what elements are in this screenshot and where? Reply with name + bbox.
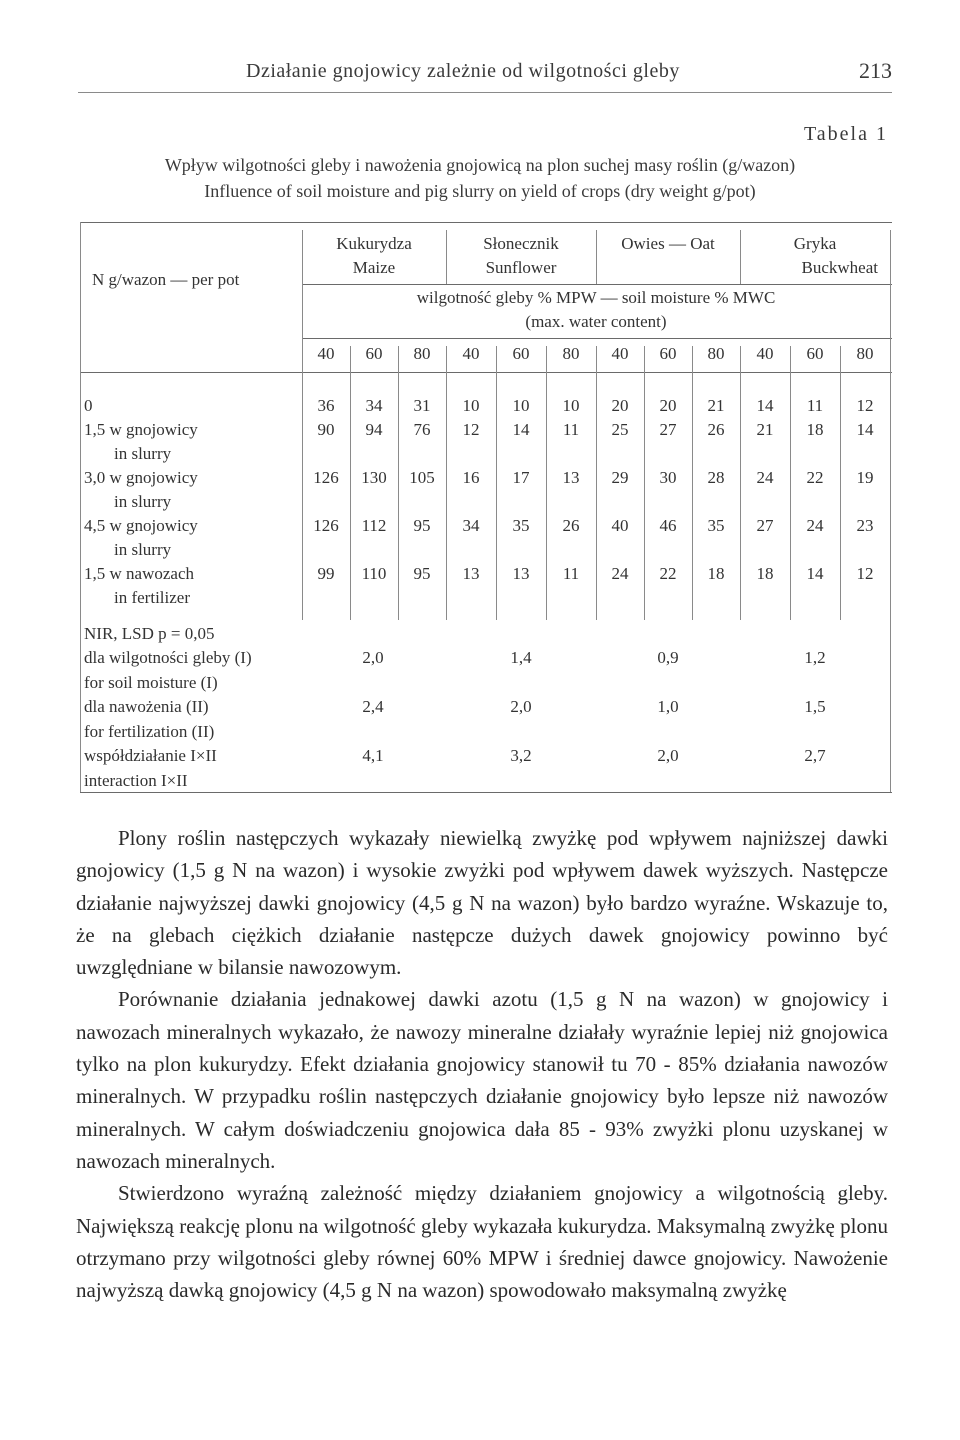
lsd-value: 2,0 [362,648,384,667]
lsd-value: 4,1 [362,746,384,765]
page-number: 213 [859,58,892,83]
stub-header: N g/wazon — per pot [92,270,240,289]
table-cell: 26 [562,516,580,535]
moisture-level: 40 [462,344,480,363]
table-cell: 25 [611,420,629,439]
moisture-level: 80 [562,344,580,363]
lsd-value: 3,2 [510,746,532,765]
moisture-level: 60 [806,344,824,363]
table-cell: 40 [611,516,629,535]
table-cell: 105 [409,468,435,487]
moisture-header: wilgotność gleby % MPW — soil moisture % MWC [416,288,776,307]
table-cell: 31 [413,396,431,415]
table-caption-pl: Wpływ wilgotności gleby i nawożenia gnojowicą na plon suchej masy roślin (g/wazon) [164,155,796,175]
table-cell: 13 [512,564,530,583]
table-cell: 13 [562,468,580,487]
table-cell: 14 [756,396,774,415]
table-cell: 95 [413,564,431,583]
table-cell: 112 [361,516,387,535]
crop-header-buckwheat-pl: Gryka [793,234,837,253]
data-table [80,222,892,794]
crop-header-sunflower-en: Sunflower [485,258,557,277]
table-cell: 12 [856,564,874,583]
table-label: Tabela 1 [803,123,888,145]
table-cell: 24 [611,564,629,583]
table-top-rule [80,222,892,223]
lsd-label-interaction: współdziałanie I×II interaction I×II [84,746,217,790]
table-cell: 19 [856,468,874,487]
table-cell: 34 [365,396,383,415]
moisture-level: 40 [611,344,629,363]
body-text [76,822,888,1306]
table-cell: 18 [707,564,725,583]
crop-header-maize-pl: Kukurydza [336,234,412,253]
table-cell: 95 [413,516,431,535]
table-cell: 21 [756,420,774,439]
paragraph: Stwierdzono wyraźną zależność między działaniem gnojowicy a wilgotnością gleby. Największą reakcję plonu na wilgotność gleby wykazała kukurydza. Maksymalną zwyżkę plonu otrzymano przy wilgotności gleby równej 60% MPW i średniej dawce gnojowicy. Nawożenie najwyższą dawką gnojowicy (4,5 g N na wazon) spowodowało maksymalną zwyżkę [76,1181,888,1303]
table-cell: 130 [361,468,387,487]
table-cell: 17 [512,468,530,487]
table-cell: 10 [512,396,530,415]
table-cell: 20 [611,396,629,415]
row-label-0: 0 [84,396,93,415]
crop-header-oat-pl: Owies — Oat [621,234,715,253]
lsd-value: 2,7 [804,746,826,765]
moisture-level: 40 [756,344,774,363]
table-cell: 18 [756,564,774,583]
table-cell: 110 [361,564,387,583]
table-cell: 20 [659,396,677,415]
moisture-level: 80 [856,344,874,363]
table-cell: 11 [562,420,580,439]
table-cell: 29 [611,468,629,487]
crop-header-maize-en: Maize [352,258,396,277]
row-label-slurry-3-0: 3,0 w gnojowicy in slurry [84,468,198,511]
table-cell: 23 [856,516,874,535]
table-cell: 30 [659,468,677,487]
table-cell: 35 [512,516,530,535]
table-cell: 11 [806,396,824,415]
table-cell: 126 [313,516,339,535]
table-cell: 14 [856,420,874,439]
lsd-value: 1,0 [657,697,679,716]
moisture-level: 60 [659,344,677,363]
table-cell: 126 [313,468,339,487]
running-title: Działanie gnojowicy zależnie od wilgotności gleby [246,60,680,82]
table-cell: 34 [462,516,480,535]
crop-header-sunflower-pl: Słonecznik [483,234,559,253]
moisture-header-sub: (max. water content) [525,312,667,331]
lsd-value: 0,9 [657,648,679,667]
lsd-value: 1,4 [510,648,532,667]
paragraph: Plony roślin następczych wykazały niewielką zwyżkę pod wpływem najniższej dawki gnojowicy (1,5 g N na wazon) i wysokie zwyżki pod wpływem dawek wyższych. Następcze działanie najwyższej dawki gnojowicy (4,5 g N na wazon) było bardzo wyraźne. Wskazuje to, że na glebach ciężkich działanie następcze dużych dawek gnojowicy powinno być uwzględniane w bilansie nawozowym. [76,826,888,980]
crop-header-buckwheat-en: Buckwheat [801,258,878,277]
lsd-label-fertilization: dla nawożenia (II) for fertilization (II) [84,697,215,741]
lsd-value: 2,4 [362,697,384,716]
row-label-slurry-4-5: 4,5 w gnojowicy in slurry [84,516,198,559]
table-cell: 10 [462,396,480,415]
table-cell: 13 [462,564,480,583]
moisture-level: 40 [317,344,335,363]
table-cell: 11 [562,564,580,583]
lsd-value: 2,0 [510,697,532,716]
moisture-header-rule [302,338,892,339]
moisture-level: 60 [365,344,383,363]
table-cell: 27 [659,420,677,439]
lsd-value: 1,5 [804,697,826,716]
moisture-level: 80 [413,344,431,363]
table-cell: 16 [462,468,480,487]
lsd-label-soil-moisture: dla wilgotności gleby (I) for soil moisture (I) [84,648,252,692]
table-header-rule [80,372,892,373]
table-cell: 46 [659,516,677,535]
table-cell: 12 [856,396,874,415]
table-cell: 94 [365,420,383,439]
row-label-fertilizer-1-5: 1,5 w nawozach in fertilizer [84,564,194,607]
table-cell: 22 [806,468,824,487]
table-cell: 10 [562,396,580,415]
table-caption-en: Influence of soil moisture and pig slurry on yield of crops (dry weight g/pot) [204,181,756,201]
moisture-level: 60 [512,344,530,363]
lsd-value: 2,0 [657,746,679,765]
moisture-level: 80 [707,344,725,363]
table-cell: 35 [707,516,725,535]
table-cell: 14 [512,420,530,439]
table-cell: 21 [707,396,725,415]
crop-header-rule [302,284,892,285]
table-cell: 14 [806,564,824,583]
running-head [78,58,892,93]
row-label-slurry-1-5: 1,5 w gnojowicy in slurry [84,420,198,463]
lsd-value: 1,2 [804,648,826,667]
table-cell: 22 [659,564,677,583]
table-cell: 24 [806,516,824,535]
table-cell: 28 [707,468,725,487]
table-cell: 12 [462,420,480,439]
table-cell: 76 [413,420,431,439]
table-cell: 18 [806,420,824,439]
table-cell: 27 [756,516,774,535]
paragraph: Porównanie działania jednakowej dawki azotu (1,5 g N na wazon) w gnojowicy i nawozach mineralnych wykazało, że nawozy mineralne działały wyraźnie lepiej niż gnojowica tylko na plon kukurydzy. Efekt działania gnojowicy stanowił tu 70 - 85% działania nawozów mineralnych. W przypadku roślin następczych działanie gnojowicy było lepsze niż nawozów mineralnych. W całym doświadczeniu gnojowica dała 85 - 93% zwyżki plonu uzyskanej w nawozach mineralnych. [76,987,888,1173]
lsd-title: NIR, LSD p = 0,05 [84,624,215,643]
table-cell: 36 [317,396,335,415]
table-cell: 99 [317,564,335,583]
table-cell: 24 [756,468,774,487]
table-cell: 26 [707,420,725,439]
table-cell: 90 [317,420,335,439]
